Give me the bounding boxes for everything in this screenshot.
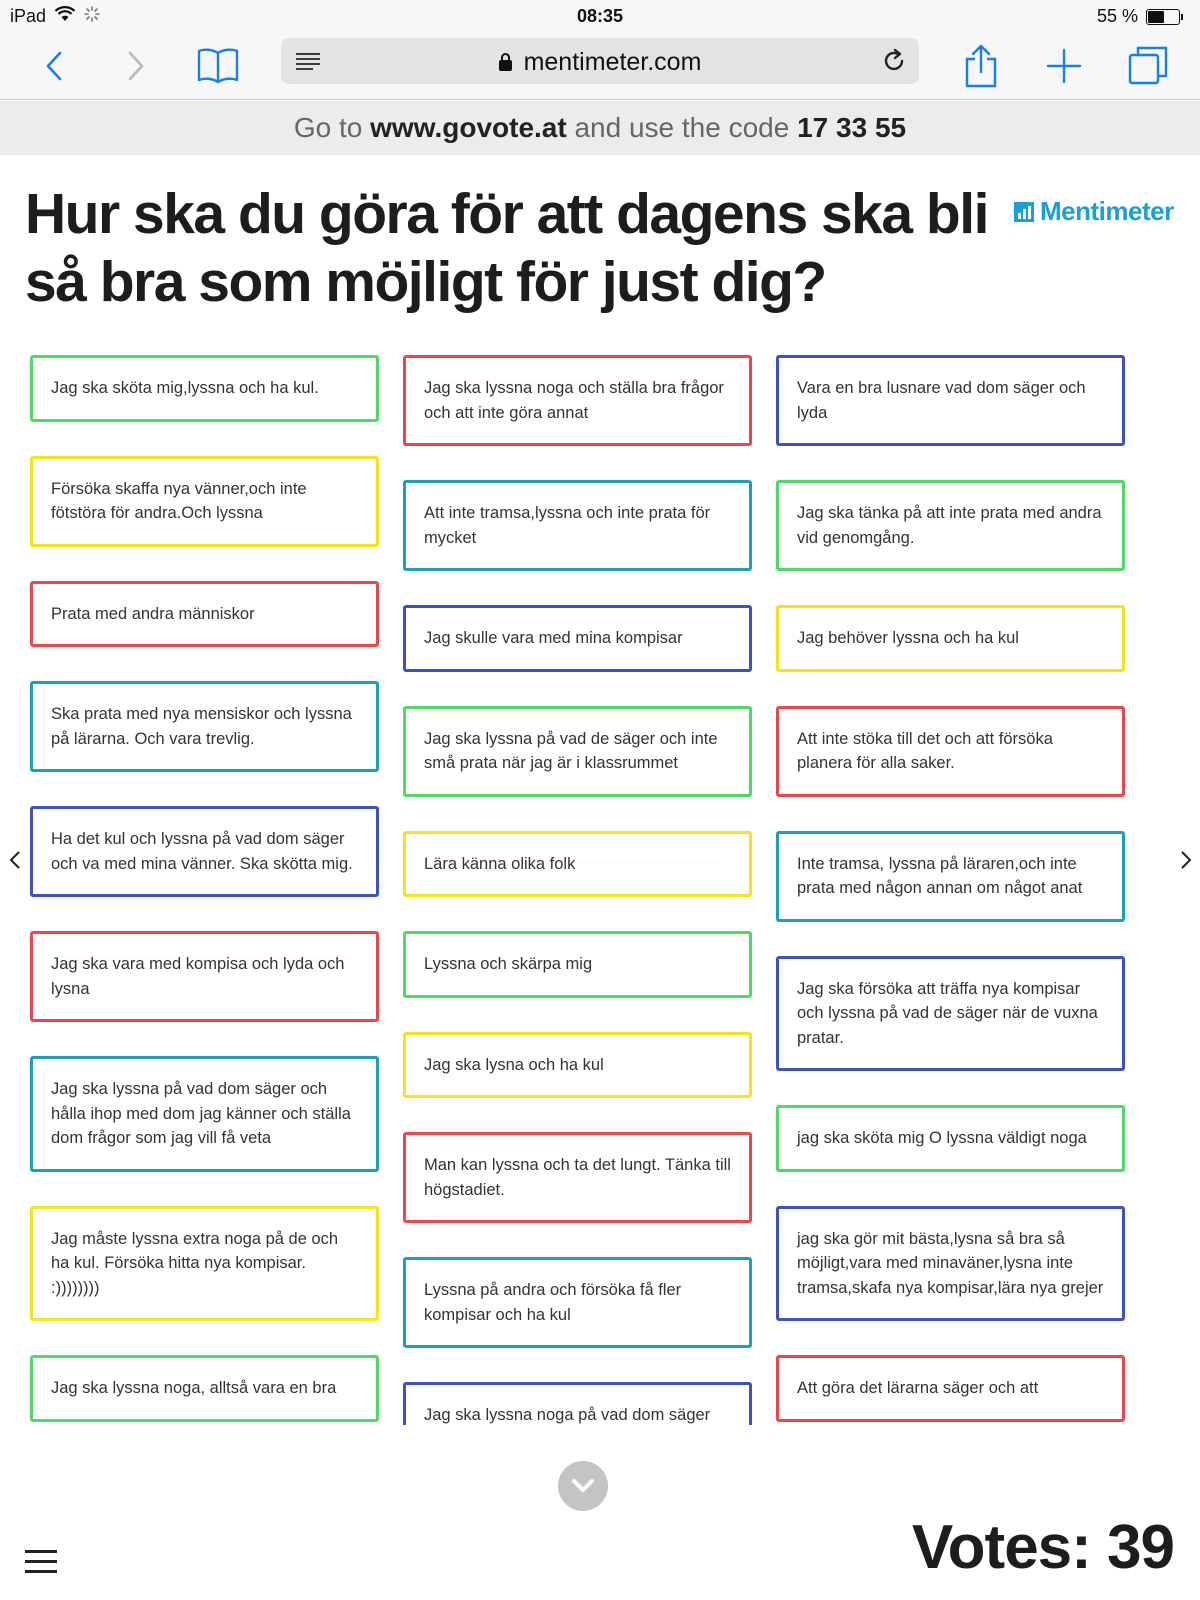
tabs-overview-button[interactable]	[1122, 40, 1174, 92]
answer-text: Att göra det lärarna säger och att	[797, 1379, 1039, 1397]
answer-text: Inte tramsa, lyssna på läraren,och inte prata med någon annan om något anat	[797, 854, 1083, 897]
answer-card	[403, 1132, 752, 1223]
previous-slide-arrow-icon[interactable]	[3, 848, 27, 872]
answer-text: Jag ska lysna och ha kul	[424, 1055, 604, 1074]
banner-prefix: Go to	[293, 112, 363, 143]
answer-text: Jag ska lyssna på vad de säger och inte små prata när jag är i klassrummet	[424, 729, 718, 772]
back-button[interactable]	[28, 40, 80, 92]
answer-card	[403, 1382, 752, 1425]
answer-text: Att inte stöka till det och att försöka planera för alla saker.	[797, 729, 1053, 772]
answer-card	[776, 706, 1125, 797]
answer-card	[403, 931, 752, 998]
answer-card	[403, 706, 752, 797]
answers-column-3	[776, 355, 1125, 1422]
answer-card	[30, 456, 379, 547]
answer-text: Jag behöver lyssna och ha kul	[797, 629, 1019, 647]
answer-card	[776, 1355, 1125, 1422]
answer-text: jag ska sköta mig O lyssna väldigt noga	[797, 1129, 1087, 1147]
browser-toolbar	[0, 32, 1200, 100]
answer-text: Jag ska tänka på att inte prata med andra vid genomgång.	[797, 504, 1102, 547]
mentimeter-logo	[1014, 196, 1174, 227]
answer-card	[403, 355, 752, 446]
answer-card	[776, 480, 1125, 571]
answer-card	[403, 605, 752, 672]
answer-card	[403, 1257, 752, 1348]
answer-text: Jag ska lyssna på vad dom säger och hålla ihop med dom jag känner och ställa dom frågor som jag vill få veta	[51, 1080, 351, 1147]
answer-card	[776, 1105, 1125, 1172]
chevron-down-icon	[571, 1478, 595, 1494]
lock-icon	[499, 60, 512, 71]
answer-text: Lyssna på andra och försöka få fler kompisar och ha kul	[424, 1281, 682, 1324]
answers-board	[0, 355, 1200, 1425]
answer-card	[30, 355, 379, 422]
new-tab-button[interactable]	[1038, 40, 1090, 92]
battery-icon	[1146, 9, 1180, 25]
status-bar	[0, 0, 1200, 32]
reload-icon[interactable]	[881, 48, 907, 79]
answer-text: Försöka skaffa nya vänner,och inte fötstöra för andra.Och lyssna	[51, 479, 307, 522]
answers-column-1	[30, 355, 379, 1422]
answer-text: Jag måste lyssna extra noga på de och ha kul. Försöka hitta nya kompisar. :))))))))	[51, 1229, 339, 1297]
answer-card	[30, 581, 379, 648]
answer-card	[403, 1032, 752, 1099]
answer-text: Ska prata med nya mensiskor och lyssna på lärarna. Och vara trevlig.	[51, 705, 352, 748]
answer-card	[776, 355, 1125, 446]
bookmarks-button[interactable]	[192, 40, 244, 92]
mentimeter-logo-icon	[1014, 202, 1034, 222]
answer-text: Vara en bra lusnare vad dom säger och lyda	[797, 379, 1086, 422]
forward-button[interactable]	[110, 40, 162, 92]
answer-text: Man kan lyssna och ta det lungt. Tänka till högstadiet.	[424, 1156, 731, 1199]
answer-text: Jag ska vara med kompisa och lyda och lysna	[51, 955, 345, 998]
voting-code: 17 33 55	[797, 112, 907, 143]
answers-column-2	[403, 355, 752, 1425]
menu-icon[interactable]	[25, 1550, 57, 1574]
answer-text: Jag ska försöka att träffa nya kompisar och lyssna på vad de säger när de vuxna pratar.	[797, 979, 1098, 1047]
answer-card	[30, 806, 379, 897]
answer-text: Jag ska lyssna noga och ställa bra frågor och att inte göra annat	[424, 379, 724, 422]
share-button[interactable]	[955, 40, 1007, 92]
answer-text: jag ska gör mit bästa,lysna så bra så möjligt,vara med minaväner,lysna inte tramsa,skafa nya kompisar,lära nya grejer	[797, 1229, 1104, 1297]
answer-text: Jag ska lyssna noga, alltså vara en bra	[51, 1379, 337, 1397]
votes-count: Votes: 39	[911, 1513, 1174, 1582]
question-title: Hur ska du göra för att dagens ska bli så bra som möjligt för just dig?	[25, 182, 988, 314]
answer-card	[30, 681, 379, 772]
answer-card	[30, 1056, 379, 1172]
answer-text: Jag ska sköta mig,lyssna och ha kul.	[51, 379, 319, 397]
battery-fill	[1148, 11, 1164, 23]
banner-middle: and use the code	[574, 112, 790, 143]
answer-card	[30, 1355, 379, 1422]
answer-text: Jag skulle vara med mina kompisar	[424, 629, 683, 647]
address-bar[interactable]	[281, 38, 919, 84]
answer-text: Att inte tramsa,lyssna och inte prata för mycket	[424, 504, 711, 547]
answer-card	[776, 831, 1125, 922]
next-slide-arrow-icon[interactable]	[1174, 848, 1198, 872]
answer-card	[403, 831, 752, 898]
battery-percent: 55 %	[1096, 6, 1138, 26]
answer-text: Ha det kul och lyssna på vad dom säger och va med mina vänner. Ska skötta mig.	[51, 830, 353, 873]
answer-card	[776, 1206, 1125, 1322]
join-instructions-banner	[0, 101, 1200, 155]
answer-card	[403, 480, 752, 571]
banner-site: www.govote.at	[370, 112, 567, 143]
answer-card	[776, 605, 1125, 672]
clock: 08:35	[576, 6, 624, 26]
device-label: iPad	[10, 6, 47, 26]
url-text: mentimeter.com	[523, 48, 702, 76]
answer-text: Jag ska lyssna noga på vad dom säger	[424, 1406, 711, 1424]
answer-card	[30, 1206, 379, 1322]
scroll-down-button[interactable]	[558, 1461, 608, 1511]
answer-card	[776, 956, 1125, 1072]
answer-text: Prata med andra människor	[51, 604, 255, 623]
answer-text: Lära känna olika folk	[424, 854, 576, 873]
answer-card	[30, 931, 379, 1022]
answer-text: Lyssna och skärpa mig	[424, 955, 593, 973]
brand-name: Mentimeter	[1040, 196, 1174, 226]
